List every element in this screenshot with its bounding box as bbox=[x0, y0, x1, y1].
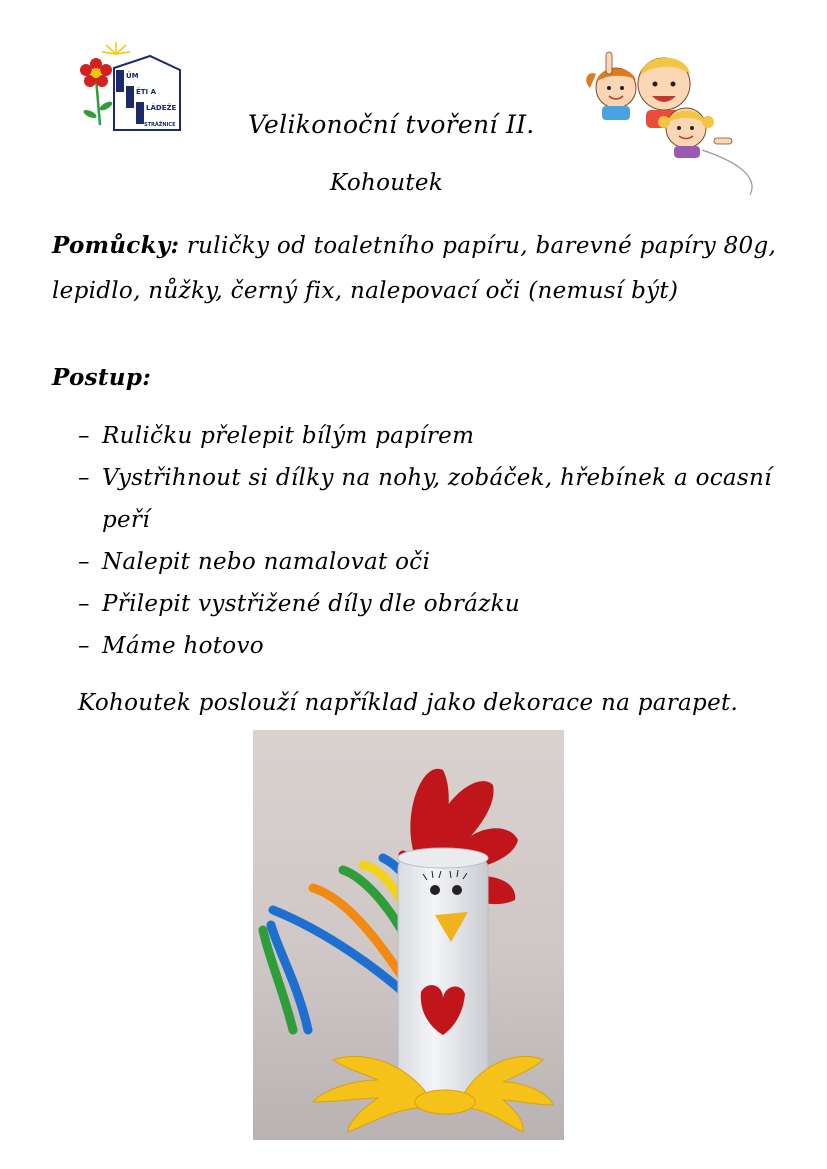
procedure-steps-list bbox=[78, 415, 798, 667]
page-subtitle: Kohoutek bbox=[330, 170, 444, 196]
logo-text-line-4: STRÁŽNICE bbox=[144, 122, 176, 128]
rooster-craft-photo bbox=[253, 730, 564, 1140]
list-item: – Ruličku přelepit bílým papírem bbox=[78, 415, 798, 457]
materials-label: Pomůcky: bbox=[52, 232, 180, 259]
closing-paragraph: Kohoutek poslouží například jako dekorace na parapet. bbox=[78, 690, 739, 716]
materials-paragraph bbox=[52, 223, 792, 314]
logo-text-line-3: LÁDEŽE bbox=[146, 104, 177, 112]
logo-text-line-2: ĚTI A bbox=[136, 88, 157, 96]
kids-illustration bbox=[582, 40, 760, 198]
logo-text-line-1: ÚM bbox=[126, 72, 139, 80]
page-title: Velikonoční tvoření II. bbox=[248, 110, 535, 139]
procedure-heading: Postup: bbox=[52, 364, 151, 391]
list-item: – Máme hotovo bbox=[78, 625, 798, 667]
list-item: – Nalepit nebo namalovat oči bbox=[78, 541, 798, 583]
flower-icon bbox=[80, 58, 114, 125]
sun-icon bbox=[102, 42, 130, 54]
list-item: – Vystřihnout si dílky na nohy, zobáček, hřebínek a ocasní peří bbox=[78, 457, 798, 541]
ddm-logo bbox=[80, 40, 185, 135]
girl-face-icon bbox=[586, 52, 636, 120]
materials-text: ruličky od toaletního papíru, barevné papíry 80g, lepidlo, nůžky, černý fix, nalepovací oči (nemusí být) bbox=[52, 233, 777, 304]
list-item: – Přilepit vystřižené díly dle obrázku bbox=[78, 583, 798, 625]
